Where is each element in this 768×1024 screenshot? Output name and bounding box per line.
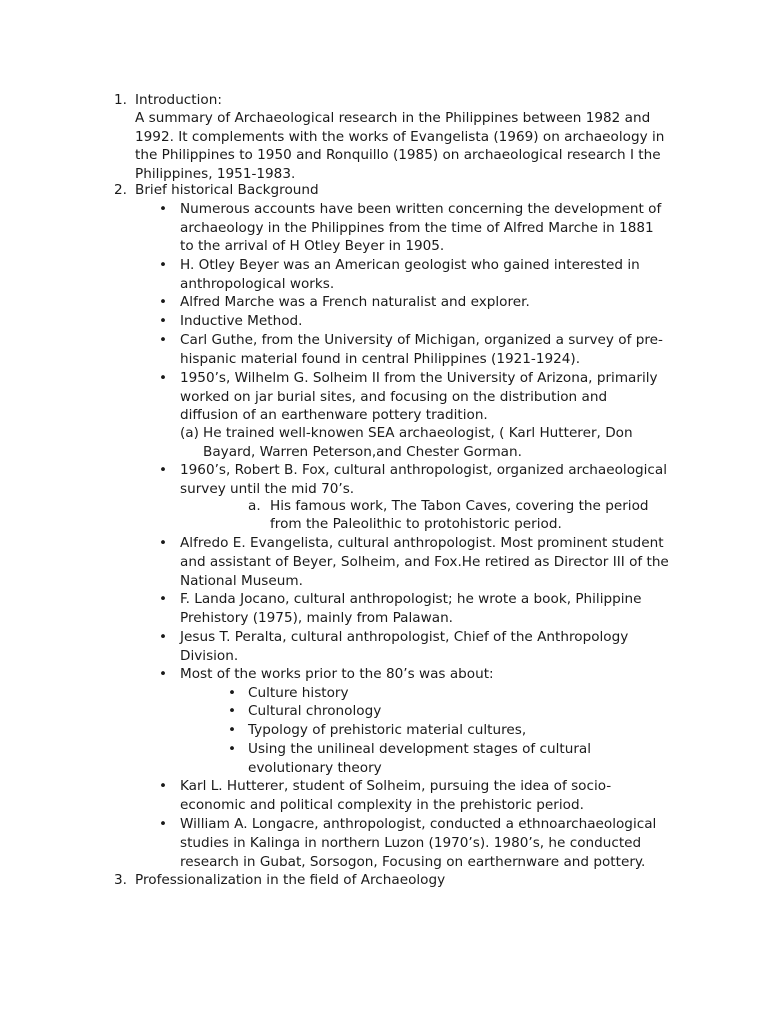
bullet-icon: • — [159, 332, 168, 348]
sub-bullet-line: Cultural chronology — [248, 703, 382, 719]
bullet-line: 1950’s, Wilhelm G. Solheim II from the University of Arizona, primarily — [180, 370, 658, 386]
sub-bullet-line: evolutionary theory — [248, 760, 382, 776]
paragraph-line: A summary of Archaeological research in the Philippines between 1982 and — [135, 110, 651, 126]
sub-item-line: Bayard, Warren Peterson,and Chester Gorman. — [203, 444, 522, 460]
sub-bullet-icon: • — [228, 703, 237, 719]
sub-item-line: His famous work, The Tabon Caves, covering the period — [270, 498, 649, 514]
bullet-line: Numerous accounts have been written concerning the development of — [180, 201, 662, 217]
bullet-icon: • — [159, 370, 168, 386]
bullet-icon: • — [159, 294, 168, 310]
bullet-line: diffusion of an earthenware pottery tradition. — [180, 407, 488, 423]
paragraph-line: Philippines, 1951-1983. — [135, 166, 296, 182]
sub-marker: a. — [248, 498, 261, 514]
bullet-icon: • — [159, 257, 168, 273]
sub-item-line: He trained well-knowen SEA archaeologist, ( Karl Hutterer, Don — [203, 425, 633, 441]
bullet-line: Jesus T. Peralta, cultural anthropologist, Chief of the Anthropology — [180, 629, 629, 645]
sub-marker: (a) — [180, 425, 199, 441]
sub-item-line: from the Paleolithic to protohistoric period. — [270, 516, 562, 532]
bullet-line: Carl Guthe, from the University of Michigan, organized a survey of pre- — [180, 332, 663, 348]
bullet-line: William A. Longacre, anthropologist, conducted a ethnoarchaeological — [180, 816, 657, 832]
bullet-line: H. Otley Beyer was an American geologist who gained interested in — [180, 257, 640, 273]
bullet-icon: • — [159, 778, 168, 794]
bullet-icon: • — [159, 591, 168, 607]
bullet-line: Karl L. Hutterer, student of Solheim, pursuing the idea of socio- — [180, 778, 612, 794]
bullet-line: hispanic material found in central Philippines (1921-1924). — [180, 351, 581, 367]
bullet-line: Prehistory (1975), mainly from Palawan. — [180, 610, 454, 626]
bullet-line: Division. — [180, 648, 239, 664]
bullet-icon: • — [159, 816, 168, 832]
bullet-line: survey until the mid 70’s. — [180, 481, 355, 497]
sub-bullet-line: Typology of prehistoric material cultures, — [248, 722, 527, 738]
bullet-icon: • — [159, 629, 168, 645]
bullet-line: anthropological works. — [180, 276, 335, 292]
sub-bullet-line: Using the unilineal development stages of cultural — [248, 741, 592, 757]
bullet-icon: • — [159, 462, 168, 478]
list-number: 2. — [114, 182, 127, 198]
bullet-line: worked on jar burial sites, and focusing on the distribution and — [180, 389, 608, 405]
bullet-icon: • — [159, 535, 168, 551]
bullet-icon: • — [159, 666, 168, 682]
bullet-line: National Museum. — [180, 573, 303, 589]
bullet-icon: • — [159, 201, 168, 217]
bullet-line: archaeology in the Philippines from the time of Alfred Marche in 1881 — [180, 220, 654, 236]
list-number: 3. — [114, 872, 127, 888]
bullet-line: research in Gubat, Sorsogon, Focusing on earthernware and pottery. — [180, 854, 646, 870]
sub-bullet-icon: • — [228, 685, 237, 701]
paragraph-line: the Philippines to 1950 and Ronquillo (1985) on archaeological research I the — [135, 147, 661, 163]
bullet-line: 1960’s, Robert B. Fox, cultural anthropologist, organized archaeological — [180, 462, 668, 478]
bullet-line: studies in Kalinga in northern Luzon (1970’s). 1980’s, he conducted — [180, 835, 642, 851]
list-number: 1. — [114, 92, 127, 108]
section-title: Introduction: — [135, 92, 222, 108]
bullet-line: F. Landa Jocano, cultural anthropologist; he wrote a book, Philippine — [180, 591, 642, 607]
bullet-icon: • — [159, 313, 168, 329]
sub-bullet-line: Culture history — [248, 685, 349, 701]
bullet-line: and assistant of Beyer, Solheim, and Fox.He retired as Director III of the — [180, 554, 669, 570]
section-title: Professionalization in the field of Archaeology — [135, 872, 446, 888]
section-title: Brief historical Background — [135, 182, 319, 198]
sub-bullet-icon: • — [228, 741, 237, 757]
paragraph-line: 1992. It complements with the works of Evangelista (1969) on archaeology in — [135, 129, 665, 145]
sub-bullet-icon: • — [228, 722, 237, 738]
bullet-line: Inductive Method. — [180, 313, 303, 329]
bullet-line: Most of the works prior to the 80’s was about: — [180, 666, 494, 682]
bullet-line: Alfred Marche was a French naturalist and explorer. — [180, 294, 530, 310]
bullet-line: Alfredo E. Evangelista, cultural anthropologist. Most prominent student — [180, 535, 664, 551]
bullet-line: to the arrival of H Otley Beyer in 1905. — [180, 238, 445, 254]
bullet-line: economic and political complexity in the prehistoric period. — [180, 797, 584, 813]
